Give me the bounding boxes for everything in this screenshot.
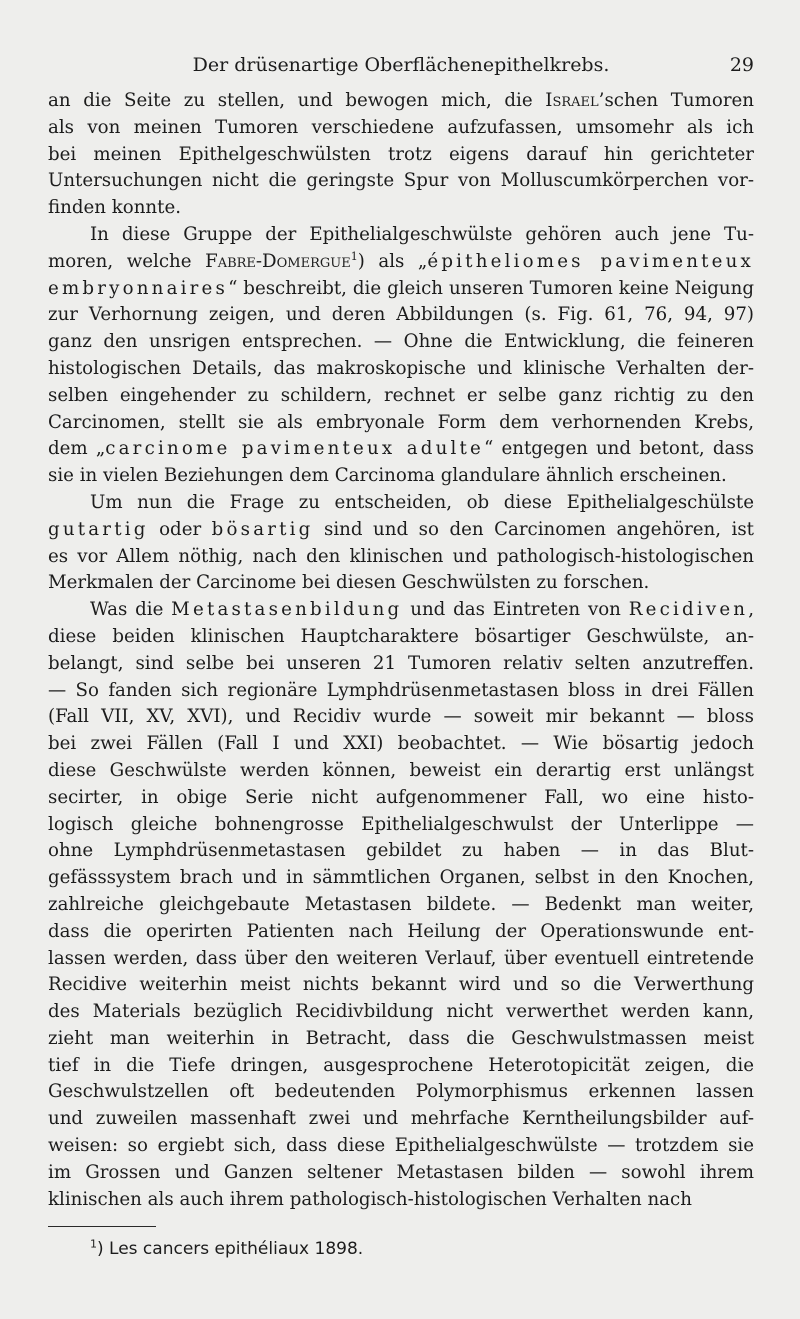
text-run: Recidiven — [628, 599, 749, 621]
footnote-text: ) Les cancers epithéliaux 1898. — [97, 1239, 364, 1259]
text-line — [48, 1053, 754, 1080]
text-run: an die Seite zu stellen, und bewogen mich, die — [48, 90, 546, 111]
text-run: Fabre-Domergue — [205, 250, 351, 272]
text-line — [48, 812, 754, 839]
text-run: ’schen Tumoren — [598, 90, 754, 111]
text-line — [48, 142, 754, 169]
text-run: Um nun die Frage zu entscheiden, ob diese Epithelialgeschülste — [90, 491, 754, 513]
text-line — [48, 88, 754, 115]
text-line — [48, 436, 754, 463]
text-line — [48, 946, 754, 973]
text-line — [48, 919, 754, 946]
text-run: bei zwei Fällen (Fall I und XXI) beobachtet. — Wie bösartig jedoch — [48, 733, 754, 755]
text-run: im Grossen und Ganzen seltener Metastasen bilden — sowohl ihrem — [48, 1161, 754, 1183]
text-run: Geschwulstzellen oft bedeutenden Polymorphismus erkennen lassen — [48, 1081, 754, 1103]
text-run: als von meinen Tumoren verschiedene aufzufassen, umsomehr als ich — [48, 116, 754, 138]
text-line — [48, 517, 754, 544]
text-run: tief in die Tiefe dringen, ausgesprochene Heterotopicität zeigen, die — [48, 1054, 754, 1076]
text-line — [48, 1187, 754, 1214]
text-run: finden konnte. — [48, 197, 181, 219]
text-run: Israel — [545, 90, 599, 111]
text-run: klinischen als auch ihrem pathologisch-histologischen Verhalten nach — [48, 1188, 692, 1210]
text-run: , — [748, 599, 755, 621]
text-run: carcinome pavimenteux adulte — [105, 438, 485, 460]
text-run: Carcinomen, stellt sie als embryonale Form dem verhornenden Krebs, — [48, 411, 754, 433]
text-line — [48, 115, 754, 142]
text-line — [48, 356, 754, 383]
text-line — [48, 999, 754, 1026]
running-header — [48, 52, 754, 82]
text-line — [48, 892, 754, 919]
footnote-ref: 1 — [350, 249, 358, 263]
text-run: gefässsystem brach und in sämmtlichen Organen, selbst in den Knochen, — [48, 867, 754, 889]
text-run: “ beschreibt, die gleich unseren Tumoren keine Neigung — [228, 277, 754, 299]
text-line — [48, 678, 754, 705]
text-line — [48, 168, 754, 195]
text-line — [48, 544, 754, 571]
text-line — [48, 276, 754, 303]
text-line — [48, 758, 754, 785]
text-run: selben eingehender zu schildern, rechnet er selbe ganz richtig zu den — [48, 384, 754, 406]
text-run: sind und so den Carcinomen angehören, ist — [313, 518, 754, 540]
text-run: secirter, in obige Serie nicht aufgenommener Fall, wo eine histo- — [48, 786, 754, 808]
text-run: dass die operirten Patienten nach Heilung der Operationswunde ent- — [48, 920, 754, 942]
text-line — [48, 302, 754, 329]
text-line — [48, 1079, 754, 1106]
text-line — [48, 624, 754, 651]
text-line — [48, 329, 754, 356]
text-line — [48, 222, 754, 249]
text-run: gutartig — [48, 518, 149, 540]
text-run: lassen werden, dass über den weiteren Verlauf, über eventuell eintretende — [48, 947, 754, 969]
text-run: dem „ — [48, 438, 106, 460]
text-run: Metastasenbildung — [171, 599, 403, 621]
text-run: Untersuchungen nicht die geringste Spur von Molluscumkörperchen vor- — [48, 170, 754, 192]
text-line — [48, 1133, 754, 1160]
text-run: ) als „ — [357, 250, 428, 272]
text-run: oder — [148, 518, 212, 540]
text-run: zahlreiche gleichgebaute Metastasen bildete. — Bedenkt man weiter, — [48, 893, 754, 915]
text-run: — So fanden sich regionäre Lymphdrüsenmetastasen bloss in drei Fällen — [48, 679, 754, 701]
footnote-marker: 1 — [90, 1237, 97, 1251]
text-line — [48, 651, 754, 678]
text-run: bei meinen Epithelgeschwülsten trotz eigens darauf hin gerichteter — [48, 143, 754, 165]
text-run: sie in vielen Beziehungen dem Carcinoma glandulare ähnlich erscheinen. — [48, 465, 727, 487]
text-run: diese beiden klinischen Hauptcharaktere bösartiger Geschwülste, an- — [48, 625, 754, 647]
text-run: logisch gleiche bohnengrosse Epithelialgeschwulst der Unterlippe — — [48, 813, 754, 835]
text-line — [48, 249, 754, 276]
running-title: Der drüsenartige Oberflächenepithelkrebs. — [192, 54, 610, 76]
text-run: zur Verhornung zeigen, und deren Abbildungen (s. Fig. 61, 76, 94, 97) — [48, 304, 754, 326]
text-run: ganz den unsrigen entsprechen. — Ohne die Entwicklung, die feineren — [48, 331, 754, 353]
footnote — [90, 1239, 363, 1259]
text-run: belangt, sind selbe bei unseren 21 Tumoren relativ selten anzutreffen. — [48, 652, 754, 674]
text-run: embryonnaires — [48, 277, 229, 299]
text-line — [48, 785, 754, 812]
text-line — [48, 597, 754, 624]
text-run: und zuweilen massenhaft zwei und mehrfache Kerntheilungsbilder auf- — [48, 1108, 754, 1130]
text-line — [48, 463, 754, 490]
text-line — [48, 570, 754, 597]
text-run: bösartig — [211, 518, 314, 540]
text-run: Was die — [90, 599, 172, 621]
text-line — [48, 731, 754, 758]
text-line — [48, 865, 754, 892]
text-line — [48, 195, 754, 222]
text-run: Recidive weiterhin meist nichts bekannt wird und so die Verwerthung — [48, 974, 754, 996]
text-run: moren, welche — [48, 250, 206, 272]
text-line — [48, 972, 754, 999]
text-run: diese Geschwülste werden können, beweist ein derartig erst unlängst — [48, 759, 754, 781]
body-text — [48, 88, 754, 1213]
text-run: épitheliomes pavimenteux — [427, 250, 754, 272]
text-line — [48, 410, 754, 437]
text-line — [48, 838, 754, 865]
text-run: es vor Allem nöthig, nach den klinischen und pathologisch-histologischen — [48, 545, 754, 567]
text-line — [48, 490, 754, 517]
text-run: des Materials bezüglich Recidivbildung nicht verwerthet werden kann, — [48, 1001, 754, 1023]
text-line — [48, 1026, 754, 1053]
text-run: weisen: so ergiebt sich, dass diese Epithelialgeschwülste — trotzdem sie — [48, 1135, 754, 1157]
footnote-divider — [48, 1226, 156, 1227]
text-line — [48, 1106, 754, 1133]
text-line — [48, 383, 754, 410]
text-line — [48, 704, 754, 731]
text-run: In diese Gruppe der Epithelialgeschwülste gehören auch jene Tu- — [90, 223, 754, 245]
text-run: ohne Lymphdrüsenmetastasen gebildet zu haben — in das Blut- — [48, 840, 754, 862]
text-run: histologischen Details, das makroskopische und klinische Verhalten der- — [48, 357, 754, 379]
text-run: (Fall VII, XV, XVI), und Recidiv wurde — soweit mir bekannt — bloss — [48, 706, 754, 728]
text-run: Merkmalen der Carcinome bei diesen Geschwülsten zu forschen. — [48, 572, 650, 594]
text-run: und das Eintreten von — [402, 599, 629, 621]
text-run: “ entgegen und betont, dass — [484, 438, 754, 460]
page-number: 29 — [729, 54, 754, 76]
text-run: zieht man weiterhin in Betracht, dass die Geschwulstmassen meist — [48, 1027, 754, 1049]
text-line — [48, 1160, 754, 1187]
